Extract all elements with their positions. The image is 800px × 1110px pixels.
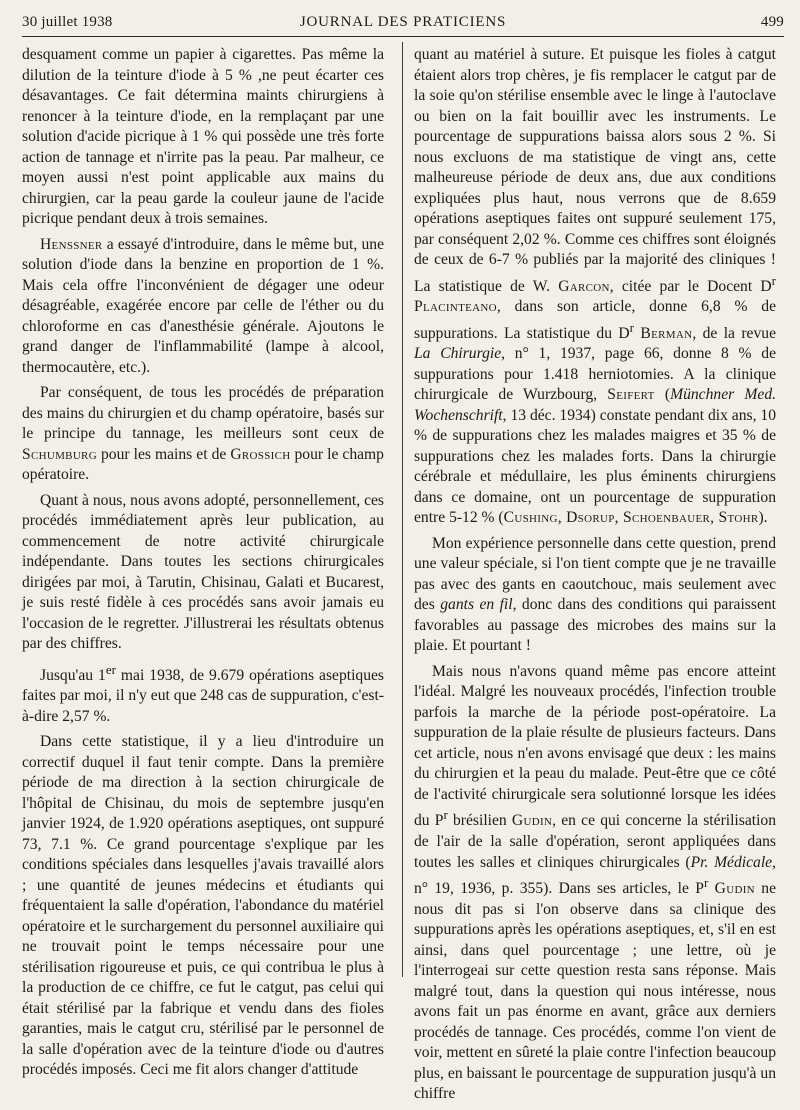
author-name: Placinteano <box>414 298 497 316</box>
paragraph: Mon expérience personnelle dans cette question, prend une valeur spéciale, si l'on tient compte que je ne travaille pas avec des gants en caoutchouc, mais seulement avec des gants en fil, donc dans des conditions qui paraissent favorables au passage des microbes des mains sur la plaie. Et pourtant ! <box>414 534 776 655</box>
emphasis: gants en fil <box>440 596 513 614</box>
author-name: Grossich <box>230 445 291 463</box>
header-date: 30 juillet 1938 <box>22 14 113 30</box>
journal-citation: Münchner Med. Wochenschrift <box>414 386 777 424</box>
paragraph: Henssner a essayé d'introduire, dans le même but, une solution d'iode dans la benzine en proportion de 1 %. Mais cela offre l'inconvénient de dégager une odeur désagréable, exagérée encore par celle de l'éther ou du chloroforme en cas d'anesthésie générale. Ajoutons le grand danger de l'inflammabilité (lampe à alcool, thermocautère, etc.). <box>22 235 384 376</box>
paragraph: Jusqu'au 1er mai 1938, de 9.679 opérations aseptiques faites par moi, il n'y eut que 248 cas de suppuration, c'est-à-dire 2,57 %. <box>22 661 384 725</box>
author-name: Garcon <box>558 277 610 295</box>
page-number: 499 <box>760 14 784 30</box>
journal-citation: La Chirurgie <box>414 345 502 363</box>
author-names: Cushing, Dsorup, Schoenbauer, Stohr <box>503 509 759 527</box>
header-rule <box>22 36 784 37</box>
paragraph: Par conséquent, de tous les procédés de préparation des mains du chirurgien et du champ opératoire, basés sur le principe du tannage, les meilleurs sont ceux de Schumburg pour les mains et de Grossich pour le champ opératoire. <box>22 384 384 483</box>
author-name: Gudin <box>511 812 553 830</box>
paragraph: Dans cette statistique, il y a lieu d'introduire un correctif duquel il faut tenir compte. Dans la première période de ma direction à la section chirurgicale de l'hôpital de Chisinau, du mois de septembre jusqu'en janvier 1924, de 1.920 opérations aseptiques, ont suppuré 73, 7.1 %. Ce grand pourcentage s'explique par les conditions spéciales dans lesquelles j'avais travaillé alors ; une quantité de jeunes médecins et étudiants qui fréquentaient la salle d'opération, l'abondance du matériel opératoire et le surchargement du personnel auxiliaire qui ne trouvait point le temps nécessaire pour une stérilisation rigoureuse et puis, ce qui contribua le plus à la production de ce chiffre, ce fut le catgut, pas celui qui était stérilisé par la fabrique et vendu dans des fioles garanties, mais le catgut cru, stérilisé par le personnel de la salle d'opération avec de la teinture d'iode ou d'autres procédés imposés. Ceci me fit alors changer d'attitude <box>22 733 384 1079</box>
author-name: Schumburg <box>22 445 97 463</box>
paragraph: desquament comme un papier à cigarettes. Pas même la dilution de la teinture d'iode à 5 % ,ne peut écarter ces désavantages. Ce fait détermina maints chirurgiens à renoncer à la teinture d'iode, en la remplaçant par une solution d'acide picrique à 1 % qui possède une très forte action de tannage et n'irrite pas la peau. Par malheur, ce moyen aussi n'est point applicable aux mains du chirurgien, car la peau garde la couleur jaune de l'acide picrique pendant deux à trois semaines. <box>22 46 384 227</box>
column-divider <box>402 42 403 977</box>
journal-title: JOURNAL DES PRATICIENS <box>299 14 507 30</box>
author-name: Gudin <box>714 880 755 898</box>
author-name: Seifert <box>607 386 655 404</box>
author-name: Berman <box>640 324 693 342</box>
journal-citation: Pr. Médicale <box>690 853 773 871</box>
left-column <box>22 45 384 1086</box>
running-header <box>22 14 784 36</box>
paragraph: Quant à nous, nous avons adopté, personnellement, ces procédés immédiatement après leur publication, au commencement de notre activité chirurgicale indépendante. Dans toutes les sections chirurgicales dirigées par moi, à Tarutin, Chisinau, Galati et Bucarest, je suis resté fidèle à ces procédés sans avoir jamais eu l'occasion de le regretter. J'illustrerai les résultats obtenus par des chiffres. <box>22 491 384 652</box>
author-name: Henssner <box>40 235 103 253</box>
paragraph: Mais nous n'avons quand même pas encore atteint l'idéal. Malgré les nouveaux procédés, l'infection trouble parfois la marche de la période post-opératoire. La suppuration de la plaie résulte de plusieurs facteurs. Dans cet article, nous n'en avons envisagé que deux : les mains du chirurgien et la peau du malade. Peut-être que ce côté de l'activité chirurgicale sera solutionné lorsque les idées du $P^r$ brésilien Gudin, en ce qui concerne la stérilisation de l'air de la salle d'opération, seront appliquées dans toutes les salles et cliniques chirurgicales (Pr. Médicale, n° 19, 1936, p. 355). Dans ses articles, le $P^r$ Gudin ne nous dit pas si l'on observe dans sa clinique des suppurations après les opérations aseptiques, et, s'il en est ainsi, dans quel pourcentage ; une lettre, où je l'interrogeai sur cette question resta sans réponse. Mais malgré tout, dans la question qui nous intéresse, nous avons fait un pas énorme en avant, grâce aux derniers procédés de tannage. Ces procédés, comme l'on vient de voir, mettent en sûreté la plaie contre l'infection beaucoup plus, en baissant le pourcentage de suppuration jusqu'à un chiffre <box>414 662 777 1103</box>
paragraph: quant au matériel à suture. Et puisque les fioles à catgut étaient alors trop chères, je fis remplacer le catgut par de la soie qu'on stérilise ensemble avec le linge à l'autoclave ou bien on la fait bouillir avec les instruments. Le pourcentage de suppurations baissa alors sous 2 %. Si nous excluons de ma statistique de vingt ans, cette malheureuse période de deux ans, due aux conditions expliquées plus haut, nous verrons que de 8.659 opérations aseptiques faites ont suppuré seulement 175, par conséquent 2,02 %. Comme ces chiffres sont éloignés de ceux de 6-7 % publiés par la majorité des cliniques ! La statistique de W. Garcon, citée par le Docent $D^r$ Placinteano, dans son article, donne 6,8 % de suppurations. La statistique du $D^r$ Berman, de la revue La Chirurgie, n° 1, 1937, page 66, donne 8 % de suppurations pour 1.418 herniotomies. A la clinique chirurgicale de Wurzbourg, Seifert (Münchner Med. Wochenschrift, 13 déc. 1934) constate pendant dix ans, 10 % de suppurations chez les malades maigres et 35 % de suppurations chez les malades forts. Dans la chirurgie cérébrale et médullaire, les plus éminents chirurgiens dans ce domaine, ont un pourcentage de suppuration entre 5-12 % (Cushing, Dsorup, Schoenbauer, Stohr). <box>414 46 777 527</box>
right-column <box>414 45 776 1110</box>
